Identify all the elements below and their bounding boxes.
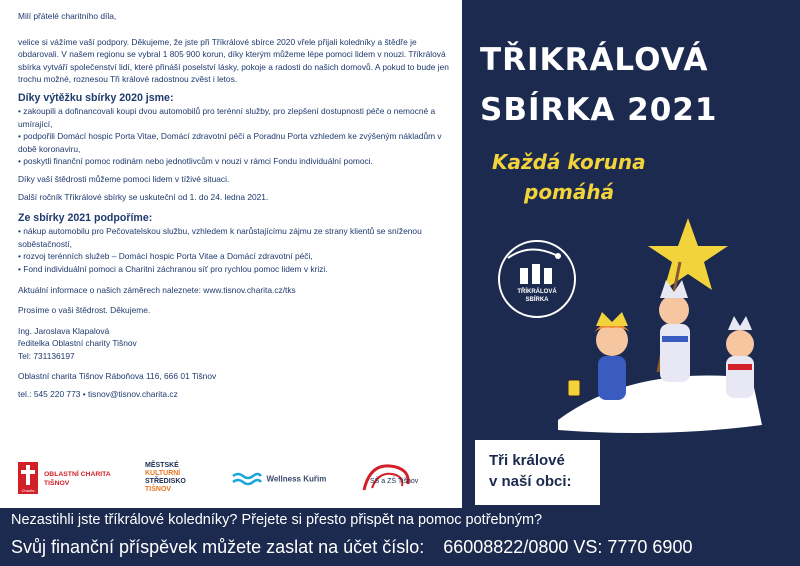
partner-logos <box>0 452 462 508</box>
bottom-account-line: Svůj finanční příspěvek můžete zaslat na účet číslo: 66008822/0800 VS: 7770 6900 <box>11 537 693 557</box>
poster-title-line1: TŘIKRÁLOVÁ <box>480 42 709 78</box>
poster-title-line2: SBÍRKA 2021 <box>480 92 718 128</box>
signature-role: ředitelka Oblastní charity Tišnov <box>18 338 137 349</box>
heading-2020: Díky výtěžku sbírky 2020 jsme: <box>18 91 174 104</box>
wave-icon <box>232 471 262 487</box>
school-swirl-icon <box>360 460 426 494</box>
contact: tel.: 545 220 773 • tisnov@tisnov.charita.cz <box>18 389 178 400</box>
charita-cross-icon: Charita <box>18 462 38 494</box>
poster <box>462 0 800 450</box>
heading-2021: Ze sbírky 2021 podpoříme: <box>18 212 153 225</box>
bank-account: 66008822/0800 VS: 7770 6900 <box>443 537 693 557</box>
next-year-text: Další ročník Tříkrálové sbírky se uskuteční od 1. do 24. ledna 2021. <box>18 191 269 202</box>
list-item: • poskytli finanční pomoc rodinám nebo jednotlivcům v nouzi v rámci Fondu individuální pomoci. <box>18 156 373 167</box>
list-item: • nákup automobilu pro Pečovatelskou službu, vzhledem k narůstajícímu zájmu ze strany klientů se sníženou soběstačností, <box>18 226 422 249</box>
kings-in-village-box: Tři králové v naší obci: <box>475 440 600 505</box>
address: Oblastní charita Tišnov Ráboňova 116, 666 01 Tišnov <box>18 371 217 382</box>
signature-phone: Tel: 731136197 <box>18 350 75 361</box>
letter <box>0 0 462 452</box>
three-kings-illustration <box>462 0 800 450</box>
greeting: Milí přátelé charitního díla, <box>18 11 117 21</box>
info-link-text: Aktuální informace o našich záměrech naleznete: www.tisnov.charita.cz/tks <box>18 284 296 295</box>
request-text: Prosíme o vaši štědrost. Děkujeme. <box>18 305 151 316</box>
mks-logo: MĚSTSKÉ KULTURNÍ STŘEDISKO TIŠNOV <box>145 462 186 493</box>
thanks-text: Díky vaší štědrosti můžeme pomoci lidem v tíživé situaci. <box>18 173 230 184</box>
list-item: • podpořili Domácí hospic Porta Vitae, Domácí zdravotní péči a Poradnu Porta vzhledem ke zvýšeným nákladům v době koronaviru, <box>18 131 442 154</box>
wellness-logo: Wellness Kuřim <box>232 470 326 488</box>
list-item: • zakoupili a dofinancovali koupi dvou automobilů pro terénní služby, pro zlepšení dostupnosti péče o nemocné a umírající, <box>18 105 436 129</box>
poster-tagline-line2: pomáhá <box>524 180 615 204</box>
list-item: • rozvoj terénních služeb – Domácí hospic Porta Vitae a Domácí zdravotní péči, <box>18 251 313 262</box>
bottom-question: Nezastihli jste tříkrálové koledníky? Přejete si přesto přispět na pomoc potřebným? <box>11 512 543 528</box>
school-logo: SŠ a ZŠ Tišnov <box>360 460 426 499</box>
charita-logo: Charita OBLASTNÍ CHARITA TIŠNOV <box>18 462 38 494</box>
intro-paragraph: velice si vážíme vaší podpory. Děkujeme, že jste při Tříkrálové sbírce 2020 vřele přijali koledníky a štědře je obdarovali. V našem regionu se vybral 1 805 900 korun, díky kterým můžeme lépe pomoci lidem v nouzi. Tříkrálová sbírka vytváří společenství lidí, které přináší poselství lásky, pokoje a radosti do našich domovů. A pokud to bude jen trochu možné, roznesou Tři králové radostnou zvěst i letos. <box>18 36 449 85</box>
signature-name: Ing. Jaroslava Klapalová <box>18 325 110 336</box>
sbirka-emblem: TŘÍKRÁLOVÁ SBÍRKA <box>498 240 576 318</box>
list-item: • Fond individuální pomoci a Charitní záchranou síť pro rychlou pomoc lidem v krizi. <box>18 263 328 274</box>
poster-tagline-line1: Každá koruna <box>492 150 646 174</box>
